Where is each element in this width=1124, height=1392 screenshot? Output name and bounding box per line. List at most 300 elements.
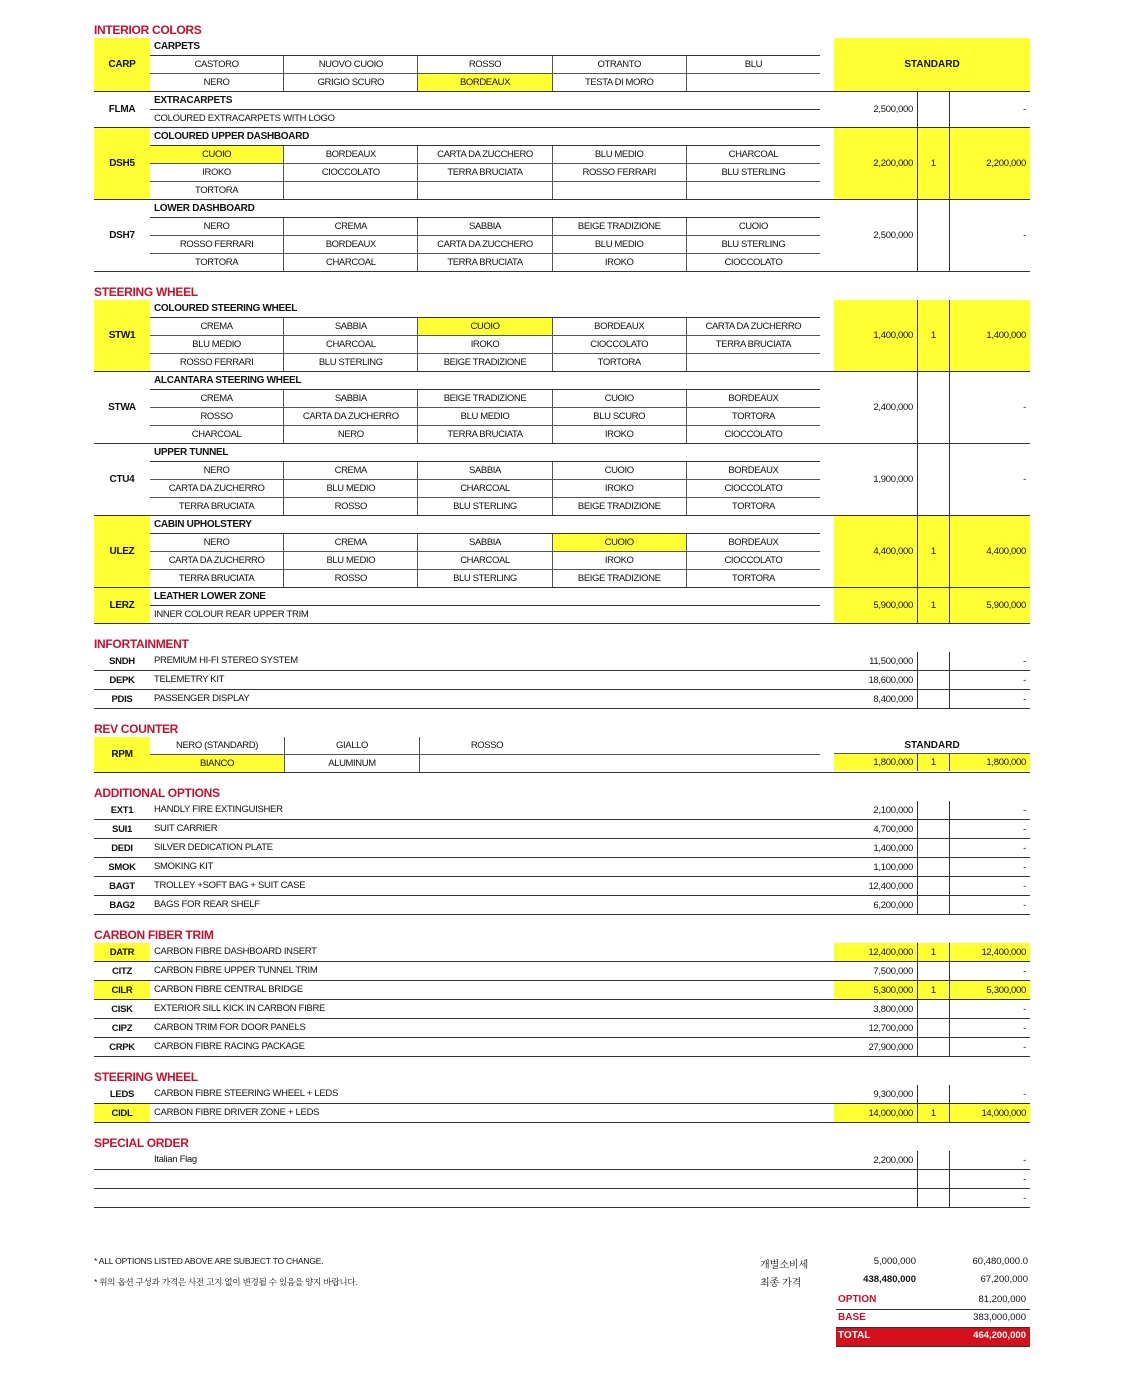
base-row — [836, 1310, 1030, 1328]
color-option: CIOCCOLATO — [284, 164, 418, 181]
option-qty — [918, 962, 950, 980]
color-option: CUOIO — [418, 318, 552, 335]
section-title: STEERING WHEEL — [94, 285, 198, 299]
color-option: BLU MEDIO — [553, 236, 687, 253]
color-row — [150, 462, 820, 480]
option-qty — [918, 1189, 950, 1207]
option-code — [94, 1151, 150, 1169]
option-total: - — [1023, 1003, 1026, 1015]
section-title: INTERIOR COLORS — [94, 23, 202, 37]
option-price: 2,500,000 — [834, 92, 918, 127]
option-body — [150, 92, 820, 127]
option-total: 12,400,000 — [950, 943, 1030, 961]
option-total: - — [1023, 899, 1026, 911]
color-row — [150, 56, 820, 74]
spacer — [820, 372, 834, 443]
spacer — [820, 690, 834, 708]
option-qty — [918, 820, 950, 838]
price-group — [834, 737, 1030, 772]
option-description — [150, 1170, 820, 1187]
option-subtitle: LOWER DASHBOARD — [150, 200, 820, 218]
option-body — [150, 128, 820, 199]
option-total: - — [1023, 1192, 1026, 1204]
option-block-stwa — [94, 372, 1030, 444]
color-option: TORTORA — [731, 411, 775, 422]
color-row — [150, 218, 820, 236]
option-code: ULEZ — [94, 516, 150, 587]
option-total: - — [1023, 474, 1026, 485]
color-option: BLU MEDIO — [284, 480, 418, 497]
option-price: 9,300,000 — [834, 1085, 918, 1103]
color-row — [150, 146, 820, 164]
option-row — [94, 839, 1030, 858]
color-option: CREMA — [284, 534, 418, 551]
option-subtitle: ALCANTARA STEERING WHEEL — [150, 372, 820, 390]
color-row — [150, 354, 820, 371]
color-option: BLU MEDIO — [418, 408, 552, 425]
color-option: CIOCCOLATO — [724, 483, 783, 494]
option-block-carp — [94, 38, 1030, 92]
color-option: TESTA DI MORO — [553, 74, 687, 91]
option-code: SMOK — [108, 861, 136, 873]
note-english: * ALL OPTIONS LISTED ABOVE ARE SUBJECT TO CHANGE. — [94, 1256, 324, 1266]
option-price: 2,200,000 — [834, 128, 918, 199]
color-option: BORDEAUX — [728, 393, 779, 404]
option-description: PREMIUM HI-FI STEREO SYSTEM — [154, 655, 298, 666]
spacer — [820, 839, 834, 857]
color-option: CUOIO — [553, 534, 687, 551]
option-price: 2,100,000 — [834, 801, 918, 819]
option-price: 2,200,000 — [834, 1151, 918, 1169]
option-code: CRPK — [109, 1041, 135, 1053]
color-option: BEIGE TRADIZIONE — [553, 218, 687, 235]
option-row — [94, 943, 1030, 962]
color-row — [150, 236, 820, 254]
option-total: - — [1023, 861, 1026, 873]
option-description — [150, 1189, 820, 1206]
color-option: ROSSO FERRARI — [150, 236, 284, 253]
option-subtitle: EXTRACARPETS — [150, 92, 820, 110]
option-code: STW1 — [94, 300, 150, 371]
option-body — [150, 200, 820, 271]
base-label: BASE — [838, 1312, 866, 1323]
option-description: CARBON FIBRE RACING PACKAGE — [154, 1041, 305, 1052]
color-option: IROKO — [418, 336, 552, 353]
color-option: TERRA BRUCIATA — [418, 164, 552, 181]
option-total: 1,400,000 — [950, 300, 1030, 371]
option-row — [94, 652, 1030, 671]
option-total: 14,000,000 — [950, 1104, 1030, 1122]
color-option: BORDEAUX — [284, 146, 418, 163]
option-price: 5,300,000 — [834, 981, 918, 999]
option-qty: 1 — [918, 1104, 950, 1122]
color-option: TERRA BRUCIATA — [150, 570, 284, 587]
color-option: NUOVO CUOIO — [284, 56, 418, 73]
color-option: SABBIA — [418, 462, 552, 479]
option-subtitle: COLOURED UPPER DASHBOARD — [150, 128, 820, 146]
spacer — [820, 300, 834, 371]
color-option: BEIGE TRADIZIONE — [418, 354, 552, 371]
standard-label: STANDARD — [834, 38, 1030, 91]
option-block-stw1 — [94, 300, 1030, 372]
spacer — [820, 652, 834, 670]
option-subtitle: LEATHER LOWER ZONE — [150, 588, 820, 606]
option-price: 14,000,000 — [834, 1104, 918, 1122]
option-row — [94, 1170, 1030, 1189]
color-row — [150, 570, 820, 587]
option-row — [94, 1189, 1030, 1208]
option-block-dsh5 — [94, 128, 1030, 200]
color-option: BORDEAUX — [728, 537, 779, 548]
color-option: TERRA BRUCIATA — [418, 254, 552, 271]
color-option: CARTA DA ZUCHERRO — [284, 408, 418, 425]
option-code — [94, 1170, 150, 1188]
spacer — [820, 1000, 834, 1018]
color-option: ROSSO FERRARI — [150, 354, 284, 371]
option-price — [834, 1189, 918, 1207]
option-qty — [918, 1151, 950, 1169]
color-option: GIALLO — [285, 737, 420, 754]
option-subtitle: CARPETS — [150, 38, 820, 56]
option-qty: 1 — [918, 128, 950, 199]
option-qty — [918, 1019, 950, 1037]
color-option: CHARCOAL — [418, 480, 552, 497]
option-total: - — [1023, 1088, 1026, 1100]
option-qty — [918, 877, 950, 895]
option-total: - — [1023, 104, 1026, 115]
option-description: TROLLEY +SOFT BAG + SUIT CASE — [154, 880, 306, 891]
option-total: - — [1023, 402, 1026, 413]
option-code: CTU4 — [109, 474, 135, 485]
color-option: BEIGE TRADIZIONE — [418, 390, 552, 407]
option-qty — [918, 690, 950, 708]
option-body — [150, 737, 820, 772]
color-option: BLU MEDIO — [284, 552, 418, 569]
color-option: BEIGE TRADIZIONE — [553, 498, 687, 515]
color-option: CUOIO — [150, 146, 284, 163]
spacer — [820, 1019, 834, 1037]
option-total: - — [1023, 823, 1026, 835]
option-price: 8,400,000 — [834, 690, 918, 708]
color-row — [150, 74, 820, 91]
color-option: ROSSO — [284, 570, 418, 587]
spacer — [820, 516, 834, 587]
color-option: BLU STERLING — [284, 354, 418, 371]
option-price: 5,900,000 — [834, 588, 918, 623]
color-row — [150, 408, 820, 426]
option-code: CILR — [94, 981, 150, 999]
total-value: 464,200,000 — [973, 1330, 1026, 1341]
option-description: SILVER DEDICATION PLATE — [154, 842, 273, 853]
color-option: CARTA DA ZUCCHERO — [418, 236, 552, 253]
standard-label: STANDARD — [834, 737, 1030, 754]
spacer — [820, 92, 834, 127]
color-option: CREMA — [150, 318, 284, 335]
spacer — [820, 737, 834, 772]
option-price: 1,800,000 — [834, 754, 918, 771]
option-value: 81,200,000 — [978, 1294, 1026, 1305]
option-code: CIPZ — [111, 1022, 133, 1034]
color-option — [420, 755, 554, 772]
color-option: BLU STERLING — [721, 167, 786, 178]
option-qty — [918, 444, 950, 515]
option-row — [94, 1151, 1030, 1170]
option-code: STWA — [108, 402, 136, 413]
spacer — [820, 1085, 834, 1103]
color-option: CHARCOAL — [284, 336, 418, 353]
option-row — [94, 671, 1030, 690]
option-price: 1,900,000 — [834, 444, 918, 515]
spacer — [820, 858, 834, 876]
color-option: BORDEAUX — [418, 74, 552, 91]
color-row — [150, 480, 820, 498]
color-row — [150, 182, 820, 199]
option-block-ctu4 — [94, 444, 1030, 516]
option-description: EXTERIOR SILL KICK IN CARBON FIBRE — [154, 1003, 326, 1014]
option-total: - — [1023, 655, 1026, 667]
color-option: IROKO — [553, 552, 687, 569]
color-option: BLU STERLING — [418, 570, 552, 587]
color-option: TORTORA — [553, 354, 687, 371]
color-option: CHARCOAL — [418, 552, 552, 569]
tax-label: 개별소비세 — [760, 1260, 809, 1271]
spacer — [820, 1038, 834, 1056]
option-description: CARBON FIBRE DASHBOARD INSERT — [154, 946, 317, 957]
option-block-ulez — [94, 516, 1030, 588]
spacer — [820, 896, 834, 914]
option-row — [94, 1000, 1030, 1019]
option-price: 1,400,000 — [834, 839, 918, 857]
spacer — [820, 943, 834, 961]
color-option: NERO — [284, 426, 418, 443]
option-qty — [918, 896, 950, 914]
option-code: RPM — [94, 737, 150, 772]
option-code: LERZ — [94, 588, 150, 623]
color-option: ROSSO — [470, 740, 504, 751]
color-option — [553, 182, 687, 199]
color-option: TORTORA — [731, 573, 775, 584]
spacer — [820, 820, 834, 838]
spacer — [820, 1189, 834, 1207]
color-option: BLU STERLING — [721, 239, 786, 250]
color-option: CARTA DA ZUCHERRO — [705, 321, 802, 332]
option-qty — [918, 1170, 950, 1188]
option-code — [94, 1189, 150, 1207]
color-option: IROKO — [150, 164, 284, 181]
option-description: HANDLY FIRE EXTINGUISHER — [154, 804, 283, 815]
color-option: BLU — [744, 59, 763, 70]
section-title: STEERING WHEEL — [94, 1070, 198, 1084]
option-price: 12,700,000 — [834, 1019, 918, 1037]
option-block-rpm — [94, 737, 1030, 773]
option-total: - — [1023, 674, 1026, 686]
color-option: CREMA — [284, 462, 418, 479]
option-subtitle: UPPER TUNNEL — [150, 444, 820, 462]
color-option: SABBIA — [418, 218, 552, 235]
option-row — [94, 896, 1030, 915]
color-option: IROKO — [553, 426, 687, 443]
option-qty — [918, 1085, 950, 1103]
color-option: NERO — [150, 74, 284, 91]
color-option: OTRANTO — [553, 56, 687, 73]
option-body — [150, 516, 820, 587]
option-block-dsh7 — [94, 200, 1030, 272]
spacer — [820, 444, 834, 515]
option-qty: 1 — [918, 981, 950, 999]
color-option: BLU MEDIO — [150, 336, 284, 353]
option-price: 12,400,000 — [834, 943, 918, 961]
color-option: BORDEAUX — [553, 318, 687, 335]
option-total: - — [1023, 1154, 1026, 1166]
color-option: CHARCOAL — [728, 149, 779, 160]
option-qty: 1 — [918, 943, 950, 961]
option-total: - — [1023, 842, 1026, 854]
color-row — [150, 254, 820, 271]
option-code: SNDH — [109, 655, 135, 667]
option-subtitle: COLOURED STEERING WHEEL — [150, 300, 820, 318]
color-option: GRIGIO SCURO — [284, 74, 418, 91]
option-total: 2,200,000 — [950, 128, 1030, 199]
option-description: CARBON FIBRE DRIVER ZONE + LEDS — [154, 1107, 320, 1118]
color-option: NERO (STANDARD) — [150, 737, 285, 754]
spacer — [820, 588, 834, 623]
section-title: SPECIAL ORDER — [94, 1136, 189, 1150]
option-description: SMOKING KIT — [154, 861, 213, 872]
spacer — [820, 1104, 834, 1122]
option-code: CISK — [111, 1003, 133, 1015]
section-title: INFORTAINMENT — [94, 637, 189, 651]
option-label: OPTION — [838, 1294, 877, 1305]
option-code: EXT1 — [110, 804, 134, 816]
option-price: 27,900,000 — [834, 1038, 918, 1056]
base-value: 383,000,000 — [973, 1312, 1026, 1323]
option-code: PDIS — [111, 693, 133, 705]
final-price-a: 438,480,000 — [863, 1274, 916, 1285]
option-block-lerz — [94, 588, 1030, 624]
spacer — [820, 200, 834, 271]
option-description: Italian Flag — [154, 1154, 197, 1165]
price-sheet — [94, 22, 1030, 1208]
option-code: CITZ — [112, 965, 132, 977]
color-row — [150, 534, 820, 552]
color-option: CHARCOAL — [150, 426, 284, 443]
option-total: 5,300,000 — [950, 981, 1030, 999]
color-option: ROSSO — [150, 408, 284, 425]
color-option: TERRA BRUCIATA — [715, 339, 792, 350]
option-description: INNER COLOUR REAR UPPER TRIM — [154, 609, 309, 620]
option-total: - — [1023, 965, 1026, 977]
option-code: DEDI — [111, 842, 133, 854]
option-price: 6,200,000 — [834, 896, 918, 914]
color-option: TORTORA — [731, 501, 775, 512]
option-price — [834, 1170, 918, 1188]
option-qty — [918, 671, 950, 689]
option-price: 2,500,000 — [834, 200, 918, 271]
option-code: DSH7 — [109, 230, 135, 241]
final-price-b: 67,200,000 — [980, 1274, 1028, 1285]
color-option — [687, 182, 820, 199]
option-description: SUIT CARRIER — [154, 823, 218, 834]
option-qty: 1 — [918, 754, 950, 771]
spacer — [820, 38, 834, 91]
option-code: BAGT — [109, 880, 135, 892]
option-body — [150, 300, 820, 371]
option-description: COLOURED EXTRACARPETS WITH LOGO — [154, 113, 335, 124]
option-code: DSH5 — [94, 128, 150, 199]
option-qty — [918, 200, 950, 271]
tax-value-b: 60,480,000.0 — [972, 1256, 1028, 1267]
option-price: 4,700,000 — [834, 820, 918, 838]
option-qty: 1 — [918, 516, 950, 587]
spacer — [820, 671, 834, 689]
color-row — [150, 164, 820, 182]
color-option: CUOIO — [738, 221, 768, 232]
color-option: ROSSO FERRARI — [553, 164, 687, 181]
option-row — [94, 962, 1030, 981]
option-total: - — [1023, 230, 1026, 241]
option-price: 3,800,000 — [834, 1000, 918, 1018]
option-qty — [918, 801, 950, 819]
color-option — [687, 74, 820, 91]
option-price: 12,400,000 — [834, 877, 918, 895]
option-description: CARBON FIBRE CENTRAL BRIDGE — [154, 984, 303, 995]
option-subtitle: CABIN UPHOLSTERY — [150, 516, 820, 534]
option-row — [94, 1104, 1030, 1123]
option-code: BAG2 — [109, 899, 135, 911]
color-option: CUOIO — [553, 390, 687, 407]
spacer — [820, 1170, 834, 1188]
option-row — [94, 1085, 1030, 1104]
color-option: IROKO — [553, 254, 687, 271]
color-option: CARTA DA ZUCHERRO — [150, 552, 284, 569]
option-price: 1,400,000 — [834, 300, 918, 371]
color-option: TORTORA — [150, 182, 284, 199]
color-option: BORDEAUX — [728, 465, 779, 476]
option-qty — [918, 372, 950, 443]
color-option: IROKO — [553, 480, 687, 497]
option-row — [94, 690, 1030, 709]
option-qty — [918, 652, 950, 670]
option-body — [150, 444, 820, 515]
color-option: BLU STERLING — [418, 498, 552, 515]
color-row — [150, 390, 820, 408]
color-row — [150, 755, 820, 772]
section-title: CARBON FIBER TRIM — [94, 928, 214, 942]
option-qty: 1 — [918, 588, 950, 623]
color-option: NERO — [150, 534, 284, 551]
color-option: BIANCO — [150, 755, 285, 772]
color-option: BLU SCURO — [553, 408, 687, 425]
option-row — [94, 820, 1030, 839]
spacer — [820, 1151, 834, 1169]
spacer — [820, 801, 834, 819]
color-option: CARTA DA ZUCCHERO — [418, 146, 552, 163]
option-price: 18,600,000 — [834, 671, 918, 689]
option-description: CARBON FIBRE UPPER TUNNEL TRIM — [154, 965, 318, 976]
color-row — [150, 498, 820, 515]
option-code: CARP — [94, 38, 150, 91]
color-option: CARTA DA ZUCHERRO — [150, 480, 284, 497]
option-qty: 1 — [918, 300, 950, 371]
option-qty — [918, 1000, 950, 1018]
option-total-row — [836, 1292, 1030, 1310]
option-description: BAGS FOR REAR SHELF — [154, 899, 260, 910]
color-option: CIOCCOLATO — [553, 336, 687, 353]
option-price: 2,400,000 — [834, 372, 918, 443]
color-option — [284, 182, 418, 199]
color-row — [150, 318, 820, 336]
option-description: PASSENGER DISPLAY — [154, 693, 250, 704]
